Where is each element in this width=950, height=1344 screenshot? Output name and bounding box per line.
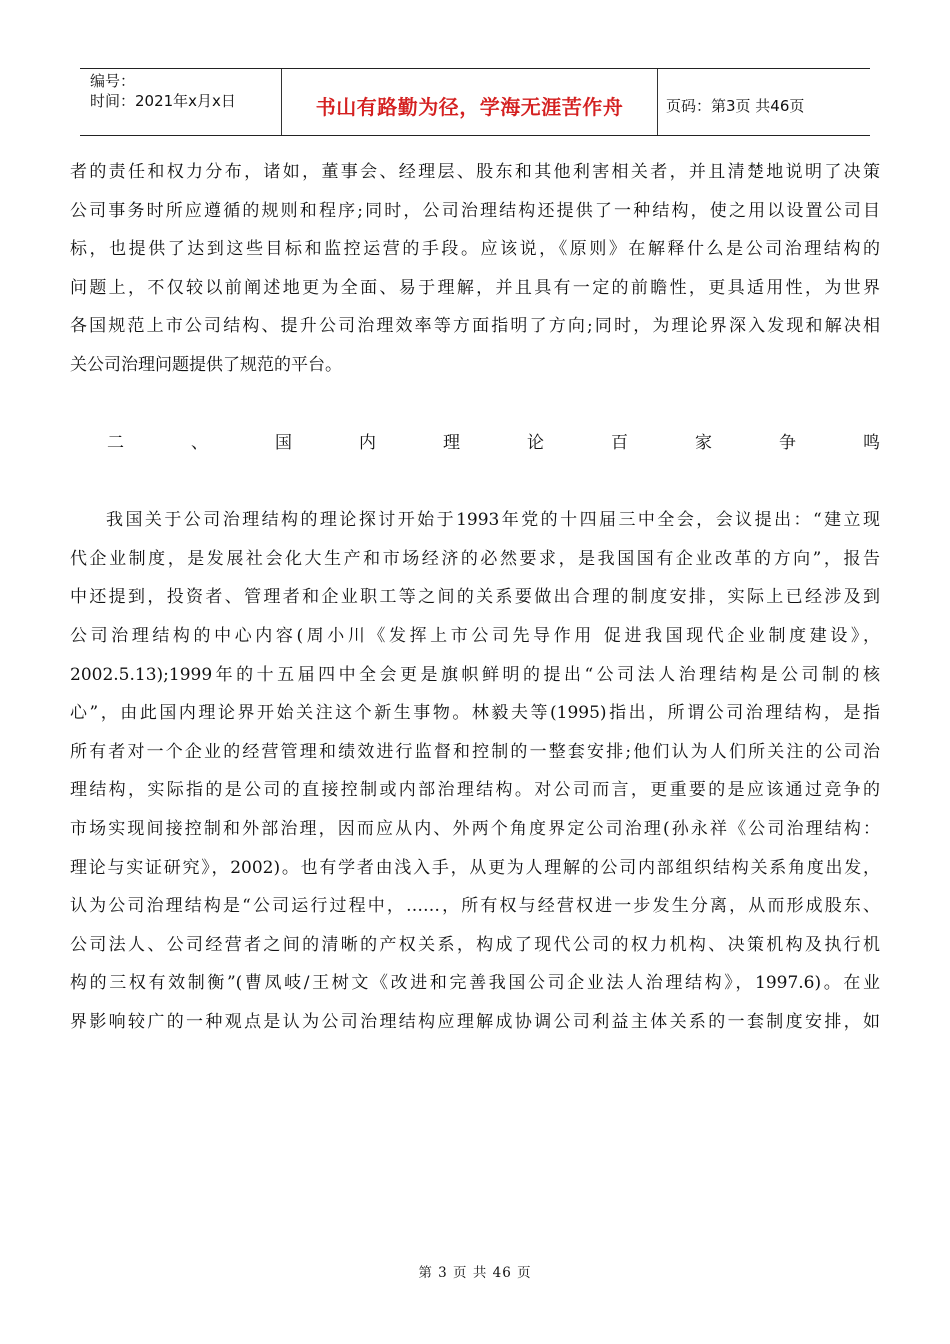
text-line: 公司事务时所应遵循的规则和程序;同时，公司治理结构还提供了一种结构，使之用以设置公司目	[70, 200, 880, 221]
header-page-info: 页码：第3页 共46页	[666, 96, 805, 115]
paragraph-2	[70, 501, 880, 1041]
page-header	[80, 68, 870, 136]
text-line: 中还提到，投资者、管理者和企业职工等之间的关系要做出合理的制度安排，实际上已经涉及到	[70, 587, 880, 608]
text-line: 各国规范上市公司结构、提升公司治理效率等方面指明了方向;同时，为理论界深入发现和解决相	[70, 316, 880, 337]
text-line: 2002.5.13);1999年的十五届四中全会更是旗帜鲜明的提出“公司法人治理结构是公司制的核	[70, 664, 880, 685]
text-line: 我国关于公司治理结构的理论探讨开始于1993年党的十四届三中全会，会议提出：“建立现	[106, 510, 880, 531]
text-line: 关公司治理问题提供了规范的平台。	[70, 354, 342, 375]
page-footer: 第 3 页 共 46 页	[418, 1265, 532, 1281]
section-heading: 二、国内理论百家争鸣	[107, 432, 880, 453]
header-motto-cell	[282, 69, 658, 135]
document-body	[70, 153, 880, 1041]
text-line: 市场实现间接控制和外部治理，因而应从内、外两个角度界定公司治理(孙永祥《公司治理结构：	[70, 818, 880, 839]
document-date-label: 时间：2021年x月x日	[90, 92, 236, 110]
text-line: 标，也提供了达到这些目标和监控运营的手段。应该说，《原则》在解释什么是公司治理结构的	[70, 239, 880, 260]
header-meta	[80, 69, 282, 135]
text-line: 者的责任和权力分布，诸如，董事会、经理层、股东和其他利害相关者，并且清楚地说明了决策	[70, 162, 880, 182]
text-line: 心”，由此国内理论界开始关注这个新生事物。林毅夫等(1995)指出，所谓公司治理结构，是指	[70, 703, 880, 724]
text-line: 所有者对一个企业的经营管理和绩效进行监督和控制的一整套安排;他们认为人们所关注的公司治	[70, 741, 880, 762]
document-number-label: 编号：	[90, 72, 136, 90]
text-line: 理论与实证研究》，2002)。也有学者由浅入手，从更为人理解的公司内部组织结构关系角度出发，	[70, 857, 880, 878]
text-line: 公司治理结构的中心内容(周小川《发挥上市公司先导作用 促进我国现代企业制度建设》，	[70, 625, 880, 646]
text-line: 公司法人、公司经营者之间的清晰的产权关系，构成了现代公司的权力机构、决策机构及执行机	[70, 934, 880, 955]
paragraph-1	[70, 153, 880, 385]
text-line: 认为公司治理结构是“公司运行过程中，……，所有权与经营权进一步发生分离，从而形成股东、	[70, 896, 880, 917]
text-line: 问题上，不仅较以前阐述地更为全面、易于理解，并且具有一定的前瞻性，更具适用性，为世界	[70, 277, 880, 298]
text-line: 界影响较广的一种观点是认为公司治理结构应理解成协调公司利益主体关系的一套制度安排，如	[70, 1011, 880, 1032]
text-line: 构的三权有效制衡”(曹凤岐/王树文《改进和完善我国公司企业法人治理结构》，1997.6)。在业	[70, 973, 880, 994]
header-motto: 书山有路勤为径，学海无涯苦作舟	[315, 94, 624, 119]
text-line: 代企业制度，是发展社会化大生产和市场经济的必然要求，是我国国有企业改革的方向”，报告	[70, 548, 880, 569]
text-line: 理结构，实际指的是公司的直接控制或内部治理结构。对公司而言，更重要的是应该通过竞争的	[70, 780, 880, 801]
